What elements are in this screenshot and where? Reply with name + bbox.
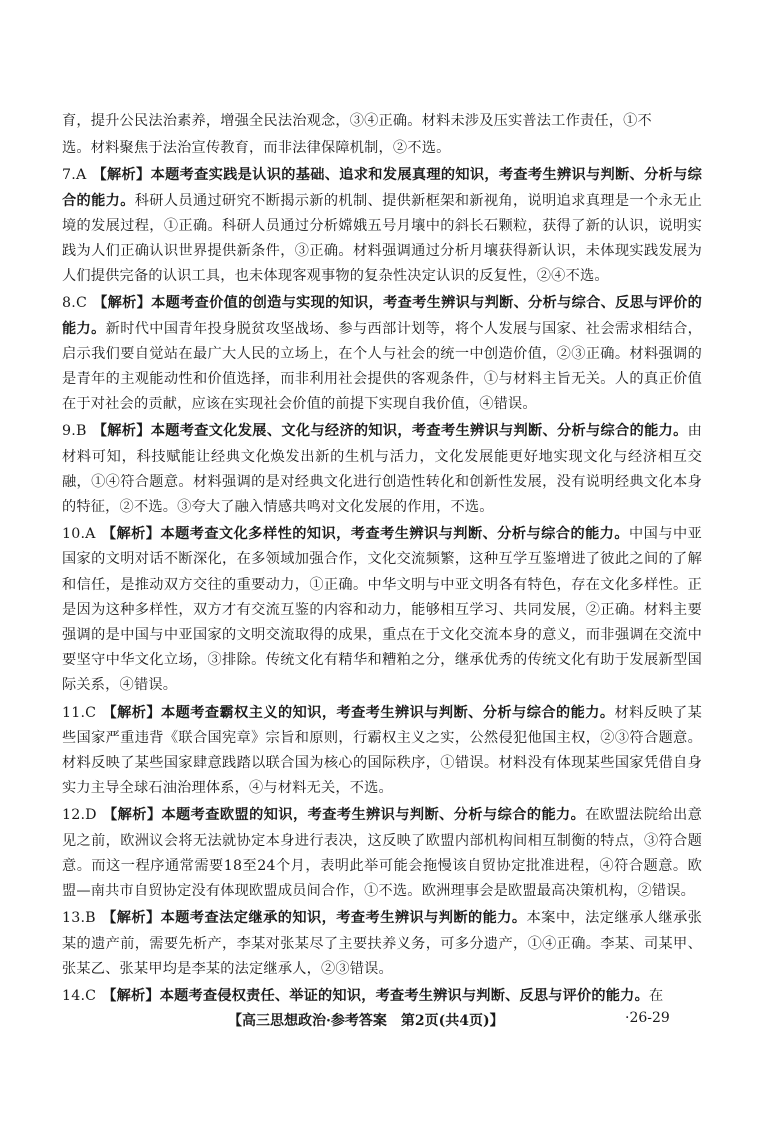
analysis-lead: 【解析】本题考查文化发展、文化与经济的知识，考查考生辨识与判断、分析与综合的能力。 xyxy=(92,423,688,440)
answer-list xyxy=(62,163,702,1009)
analysis-body: 在欧盟法院给出意见之前，欧洲议会将无法就协定本身进行表决，这反映了欧盟内部机构间相互制衡的特点，③符合题意。而这一程序通常需要18至24个月，表明此举可能会拖慢该自贸协定批准进程，④符合题意。欧盟—南共市自贸协定没有体现欧盟成员间合作，①不选。欧洲理事会是欧盟最高决策机构，②错误。 xyxy=(62,807,702,900)
footer-title: 【高三思想政治·参考答案 第2页(共4页)】 xyxy=(228,1013,504,1029)
answer-letter: B xyxy=(75,423,87,440)
analysis-body: 由材料可知，科技赋能让经典文化焕发出新的生机与活力，文化发展能更好地实现文化与经济相互交融，①④符合题意。材料强调的是对经典文化进行创造性转化和创新性发展，没有说明经典文化本身的特征，②不选。③夸大了融入情感共鸣对文化发展的作用，不选。 xyxy=(62,423,702,516)
question-number: 10. xyxy=(62,526,86,543)
question-number: 9. xyxy=(62,423,76,440)
analysis-body: 在 xyxy=(648,987,664,1004)
analysis-lead: 【解析】本题考查法定继承的知识，考查考生辨识与判断的能力。 xyxy=(101,910,527,927)
answer-item xyxy=(62,291,702,417)
analysis-body: 本案中，法定继承人继承张某的遗产前，需要先析产，李某对张某尽了主要扶养义务，可多分遗产，①④正确。李某、司某甲、张某乙、张某甲均是李某的法定继承人，②③错误。 xyxy=(62,910,702,977)
intro-line-1: 育，提升公民法治素养，增强全民法治观念，③④正确。材料未涉及压实普法工作责任，①不 xyxy=(62,113,652,129)
question-number: 14. xyxy=(62,987,86,1004)
answer-letter: C xyxy=(75,295,87,312)
answer-item xyxy=(62,522,702,698)
analysis-body: 新时代中国青年投身脱贫攻坚战场、参与西部计划等，将个人发展与国家、社会需求相结合，启示我们要自觉站在最广大人民的立场上，在个人与社会的统一中创造价值，②③正确。材料强调的是青年的主观能动性和价值选择，而非利用社会提供的客观条件，①与材料主旨无关。人的真正价值在于对社会的贡献，应该在实现社会价值的前提下实现自我价值，④错误。 xyxy=(62,320,703,413)
answer-letter: A xyxy=(85,526,96,543)
analysis-body: 材料反映了某些国家严重违背《联合国宪章》宗旨和原则，行霸权主义之实，公然侵犯他国主权，②③符合题意。材料反映了某些国家肆意践踏以联合国为核心的国际秩序，①错误。材料没有体现某些国家凭借自身实力主导全球石油治理体系，④与材料无关，不选。 xyxy=(62,704,702,797)
analysis-body: 中国与中亚国家的文明对话不断深化，在多领域加强合作，文化交流频繁，这种互学互鉴增进了彼此之间的了解和信任，是推动双方交往的重要动力，①正确。中华文明与中亚文明各有特色，存在文化多样性。正是因为这种多样性，双方才有交流互鉴的内容和动力，能够相互学习、共同发展，②正确。材料主要强调的是中国与中亚国家的文明交流取得的成果，重点在于文化交流本身的意义，而非强调在交流中要坚守中华文化立场，③排除。传统文化有精华和糟粕之分，继承优秀的传统文化有助于发展新型国际关系，④错误。 xyxy=(62,526,702,694)
answer-letter: B xyxy=(85,910,96,927)
question-number: 7. xyxy=(62,167,76,184)
intro-line-2: 选。材料聚焦于法治宣传教育，而非法律保障机制，②不选。 xyxy=(62,140,451,157)
question-number: 13. xyxy=(62,910,86,927)
analysis-body: 科研人员通过研究不断揭示新的机制、提供新框架和新视角，说明追求真理是一个永无止境的发展过程，①正确。科研人员通过分析嫦娥五号月壤中的斜长石颗粒，获得了新的认识，说明实践为人们正确认识世界提供新条件，③正确。材料强调通过分析月壤获得新认识，未体现实践发展为人们提供完备的认识工具，也未体现客观事物的复杂性决定认识的反复性，②④不选。 xyxy=(62,192,702,285)
analysis-lead: 【解析】本题考查价值的创造与实现的知识，考查考生辨识与判断、分析与综合、反思与评价的能力。 xyxy=(62,295,702,337)
answer-letter: D xyxy=(85,807,97,824)
answer-item xyxy=(62,984,702,1009)
answer-item xyxy=(62,803,702,904)
answer-item xyxy=(62,701,702,802)
analysis-lead: 【解析】本题考查欧盟的知识，考查考生辨识与判断、分析与综合的能力。 xyxy=(102,807,586,824)
answer-letter: A xyxy=(75,167,87,184)
question-number: 8. xyxy=(62,295,76,312)
question-number: 11. xyxy=(62,704,86,721)
analysis-lead: 【解析】本题考查文化多样性的知识，考查考生辨识与判断、分析与综合的能力。 xyxy=(101,526,630,543)
analysis-lead: 【解析】本题考查侵权责任、举证的知识，考查考生辨识与判断、反思与评价的能力。 xyxy=(102,987,649,1004)
footer-code: ·26-29 xyxy=(625,1010,670,1026)
analysis-lead: 【解析】本题考查实践是认识的基础、追求和发展真理的知识，考查考生辨识与判断、分析与综合的能力。 xyxy=(62,167,702,209)
answer-item xyxy=(62,906,702,982)
question-number: 12. xyxy=(62,807,86,824)
answer-item xyxy=(62,419,702,520)
answer-letter: C xyxy=(85,987,97,1004)
analysis-lead: 【解析】本题考查霸权主义的知识，考查考生辨识与判断、分析与综合的能力。 xyxy=(102,704,615,721)
answer-item xyxy=(62,163,702,289)
answer-letter: C xyxy=(85,704,97,721)
